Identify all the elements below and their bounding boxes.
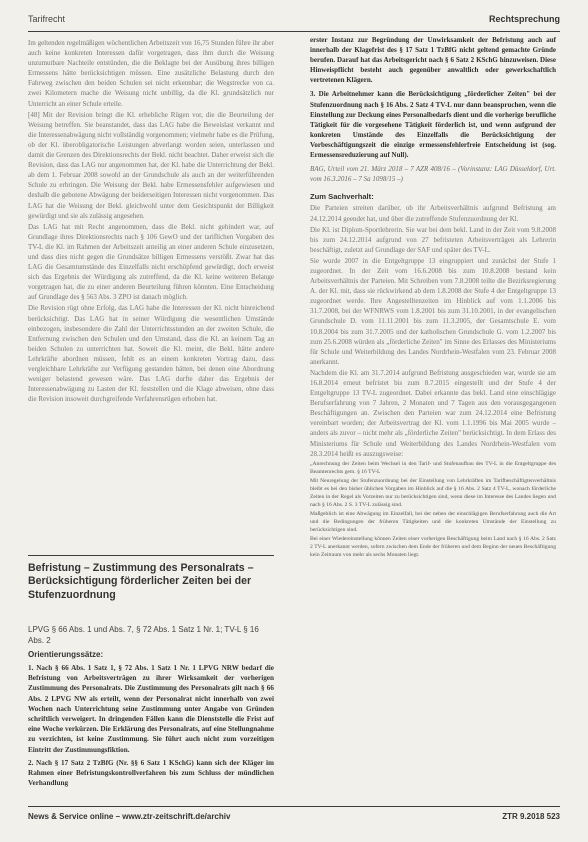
- case-legal-references: LPVG § 66 Abs. 1 und Abs. 7, § 72 Abs. 1 Satz 1 Nr. 1; TV-L § 16 Abs. 2: [28, 625, 259, 645]
- paragraph: Sie wurde 2007 in die Entgeltgruppe 13 eingruppiert und zunächst der Stufe 1 zugeordnet. In der Zeit vom 16.6.2008 bis zum 10.8.2008 bestand kein Arbeitsverhältnis der Parteien. Mit Schreiben vom 7.8.2008 teilte die Bezirksregierung A. der Kl. mit, dass sie rückwirkend ab dem 1.8.2008 der Stufe 4 der Entgeltgruppe 13 zugeordnet werde. Ihre Angestelltenzeiten im Hinblick auf vom 1.1.2006 bis 31.7.2008, bei der WFNRWS vom 1.8.2001 bis zum 31.10.2001, in der evangelischen Grundschule D. vom 11.11.2001 bis zum 11.3.2005, der Gesamtschule E. vom 10.8.2004 bis zum 31.7.2005 und der katholischen Grundschule G. vom 1.2.2007 bis zum 25.6.2008 würden als „förderliche Zeiten" im Sinne des Erlasses des Ministeriums für Schule und Weiterbildung des Landes Nordrhein-Westfalen vom 23. Februar 2008 anerkannt.: [310, 256, 556, 366]
- principle-continued: erster Instanz zur Begründung der Unwirksamkeit der Befristung auch auf innerhalb der Klagefrist des § 17 Satz 1 TzBfG nicht geltend gemachte Gründe berufen. Darauf hat das Arbeitsgericht nach § 6 Satz 2 KSchG hinzuweisen. Diese Hinweispflicht besteht auch gegenüber anwaltlich oder gewerkschaftlich vertretenen Klägern.: [310, 36, 556, 85]
- footer-archive-link[interactable]: News & Service online – www.ztr-zeitschrift.de/archiv: [28, 812, 231, 821]
- footer-rule: [28, 806, 560, 807]
- paragraph: Die Revision rügt ohne Erfolg, das LAG habe die Interessen der Kl. nicht hinreichend berücksichtigt. Das LAG hat in seiner Würdigung die wesentlichen Umstände einbezogen, insbesondere die Zahl der Unterrichtsstunden an der zweiten Schule, die Entfernung zwischen den Schulen und den Umstand, dass die Kl. an keinem Tag an beiden Schulen zu unterrichten hat. Soweit die Kl. meint, die Bekl. hätte andere Lehrkräfte abordnen müssen, fehlt es an einem konkreten Vortrag dazu, dass vergleichbare Lehrkräfte zur Verfügung gestanden hätten, bei denen eine Abordnung weniger belastend gewesen wäre. Das LAG durfte daher das Ergebnis der Interessenabwägung zu Lasten der Kl. feststellen und die Klage abweisen, ohne dass die Revision insoweit durchgreifende Verfahrensrügen erhoben hat.: [28, 304, 274, 404]
- quote-line: Mit Neuregelung der Stufenzuordnung bei der Einstellung von Lehrkräften im Tarifbeschäftigtenverhältnis bleibt es bei den bisher üblichen Vorgaben im Hinblick auf die § 16 Abs. 2 Satz 4 TV-L, wonach förderliche Zeiten in der Regel als Vorzeiten nur zu berücksichtigen sind, wenn diese im Interesse des Landes liegen und nach § 16 Abs. 2 S. 3 TV-L zulässig sind.: [310, 477, 556, 508]
- guiding-principles-body: [28, 663, 274, 791]
- paragraph: Im geltenden regelmäßigen wöchentlichen Arbeitszeit von 16,75 Stunden führe ihr aber auch keine konkreten Interessen dafür vorgetragen, dass ihm durch die Weisung unzumutbare Nachteile entstünden, die die Beklagte bei der Ausübung ihres billigen Ermessens hätte berücksichtigen müssen. Eine zusätzliche Belastung durch den Fahrweg zwischen den beiden Schulen sei nicht erkennbar; die Wegstrecke von ca. zwei Kilometern mache die Weisung nicht unbillig, da die Kl. grundsätzlich nur Unterricht an einer Schule erteile.: [28, 39, 274, 108]
- section-label: Tarifrecht: [28, 14, 66, 24]
- principle-3: 3. Die Arbeitnehmer kann die Berücksichtigung „förderlicher Zeiten" bei der Stufenzuordnung nach § 16 Abs. 2 Satz 4 TV-L nur dann beanspruchen, wenn die Einstellung zur Deckung eines Personalbedarfs dient und die vorherige berufliche Tätigkeit für die vorgesehene Tätigkeit förderlich ist, und wenn aufgrund der konkreten Umstände des Einzelfalls die Berücksichtigung der Vorbeschäftigungszeit die einzige ermessensfehlerfreie Entscheidung ist (sog. Ermessensreduzierung auf Null).: [310, 90, 556, 160]
- footer-issue-page: ZTR 9.2018 523: [502, 812, 560, 821]
- quote-line: Bei einer Wiedereinstellung können Zeiten einer vorherigen Beschäftigung beim Land nach § 16 Abs. 2 Satz 2 TV-L anerkannt werden, sofern zwischen dem Ende der früheren und dem Beginn der neuen Beschäftigung kein Zeitraum von mehr als sechs Monaten liegt.: [310, 535, 556, 558]
- left-column: [28, 38, 274, 405]
- paragraph: [48] Mit der Revision bringt die Kl. erhebliche Rügen vor, die die Beurteilung der Weisung betreffen. Sie beanstandet, dass das LAG habe die Beweislast verkannt und die Interessenabwägung nicht vollständig vorgenommen; vielmehr habe es die Prüfung, ob der Kl. überobligatorische Leistungen abverlangt worden seien, unterlassen und damit die Grenzen des Direktionsrechts der Bekl. nicht beachtet. Daher erweist sich die Revision, dass das LAG nur angenommen hat, der Kl. habe die Unterrichtung der Bekl. ab dem 1. Februar 2008 sowohl an der Grundschule als auch an der weiterführenden Schule zu erbringen. Die Weisung der Bekl. habe Ermessensfehler aufgewiesen und deshalb die gebotene Abwägung der beiderseitigen Interessen nicht vorgenommen. Das LAG hat die Weisung der Bekl. gleichwohl unter dem Gesichtspunkt der Billigkeit gewürdigt und sie als zulässig angesehen.: [28, 110, 274, 220]
- guiding-principles-heading: Orientierungssätze:: [28, 650, 104, 659]
- page-header: [28, 14, 560, 28]
- case-box-rule: [28, 555, 274, 556]
- paragraph: Die Parteien streiten darüber, ob ihr Arbeitsverhältnis aufgrund Befristung am 24.12.2014 geendet hat, und über die zutreffende Stufenzuordnung der Kl.: [310, 204, 556, 223]
- paragraph: Die Kl. ist Diplom-Sportlehrerin. Sie war bei dem bekl. Land in der Zeit vom 9.8.2008 bis zum 24.12.2014 aufgrund von 27 befristeten Arbeitsverträgen als Lehrerin beschäftigt, zuletzt auf Grundlage der SAF und später des TV-L.: [310, 225, 556, 254]
- header-rule: [28, 31, 560, 32]
- case-title: Befristung – Zustimmung des Personalrats – Berücksichtigung förderlicher Zeiten bei der Stufenzuordnung: [28, 562, 254, 601]
- paragraph: Nachdem die Kl. am 31.7.2014 aufgrund Befristung ausgeschieden war, wurde sie am 16.8.2014 erneut befristet bis zum 8.7.2015 eingestellt und der Stufe 4 der Entgeltgruppe 13 TV-L zugeordnet. Dabei erkannte das bekl. Land eine einschlägige Berufserfahrung von 7 Jahren, 2 Monaten und 7 Tagen aus den vorausgegangenen Beschäftigungen an. Zwischen den Parteien war zum 24.12.2014 eine Befristung vereinbart worden; der Arbeitsvertrag der Kl. vom 1.1.1996 bis Mai 2005 wurde – anders als zuvor – nicht mehr als „förderliche Zeiten" berücksichtigt. In dem Erlass des Ministeriums für Schule und Weiterbildung des Landes Nordrhein-Westfalen vom 28.3.2014 heißt es auszugsweise:: [310, 368, 556, 458]
- facts-heading: Zum Sachverhalt:: [310, 192, 374, 202]
- quote-line: „Anrechnung der Zeiten beim Wechsel in den Tarif- und Stufenaufbau des TV-L in die Entgeltgruppe des Beamtenrechts gem. § 16 TV-L: [310, 460, 556, 475]
- category-label: Rechtsprechung: [488, 14, 560, 24]
- paragraph: Das LAG hat mit Recht angenommen, dass die Bekl. nicht gehindert war, auf Grundlage ihres Direktionsrechts nach § 106 GewO und der tariflichen Vorgaben des TV-L die Kl. im Rahmen der Arbeitszeit anteilig an einer anderen Schule einzusetzen, und dass dies nicht gegen die Grundsätze billigen Ermessens verstößt. Zwar hat das LAG die Gesamtumstände des Einzelfalls nicht erschöpfend gewürdigt, doch erweist sich das Ergebnis der Würdigung als zutreffend, da die Kl. keine weiteren Belange vorgetragen hat, die zu einer anderen Beurteilung führen könnten. Eine Entscheidung auf Grundlage des § 563 Abs. 3 ZPO ist danach möglich.: [28, 222, 274, 302]
- right-column: [310, 35, 556, 560]
- principle-1: 1. Nach § 66 Abs. 1 Satz 1, § 72 Abs. 1 Satz 1 Nr. 1 LPVG NRW bedarf die Befristung von Arbeitsverträgen zu ihrer Wirksamkeit der vorherigen Zustimmung des Personalrats. Die Zustimmung des Personalrats gilt nach § 66 Abs. 2 LPVG NW als erteilt, wenn der Personalrat nicht innerhalb von zwei Wochen nach Unterrichtung seine Zustimmung unter Angabe von Gründen schriftlich verweigert. In dringenden Fällen kann die Dienststelle die Frist auf eine Woche verkürzen. Die Erklärung des Personalrats, auf eine Stellungnahme zu verzichten, ist keine Zustimmung. Sie führt auch nicht zum vorzeitigen Eintritt der Zustimmungsfiktion.: [28, 664, 274, 754]
- quote-line: Maßgeblich ist eine Abwägung im Einzelfall, bei der neben der einschlägigen Berufserfahrung auch die Art und die Bedingungen der früheren Tätigkeiten und die konkreten Umstände der Einstellung zu berücksichtigen sind.: [310, 510, 556, 533]
- court-citation: BAG, Urteil vom 21. März 2018 – 7 AZR 408/16 – (Vorinstanz: LAG Düsseldorf, Urt. vom 16.3.2016 – 7 Sa 1098/15 –): [310, 165, 556, 184]
- principle-2: 2. Nach § 17 Satz 2 TzBfG (Nr. §§ 6 Satz 1 KSchG) kann sich der Kläger im Rahmen einer Befristungskontrollverfahren bis zum Schluss der mündlichen Verhandlung: [28, 758, 274, 788]
